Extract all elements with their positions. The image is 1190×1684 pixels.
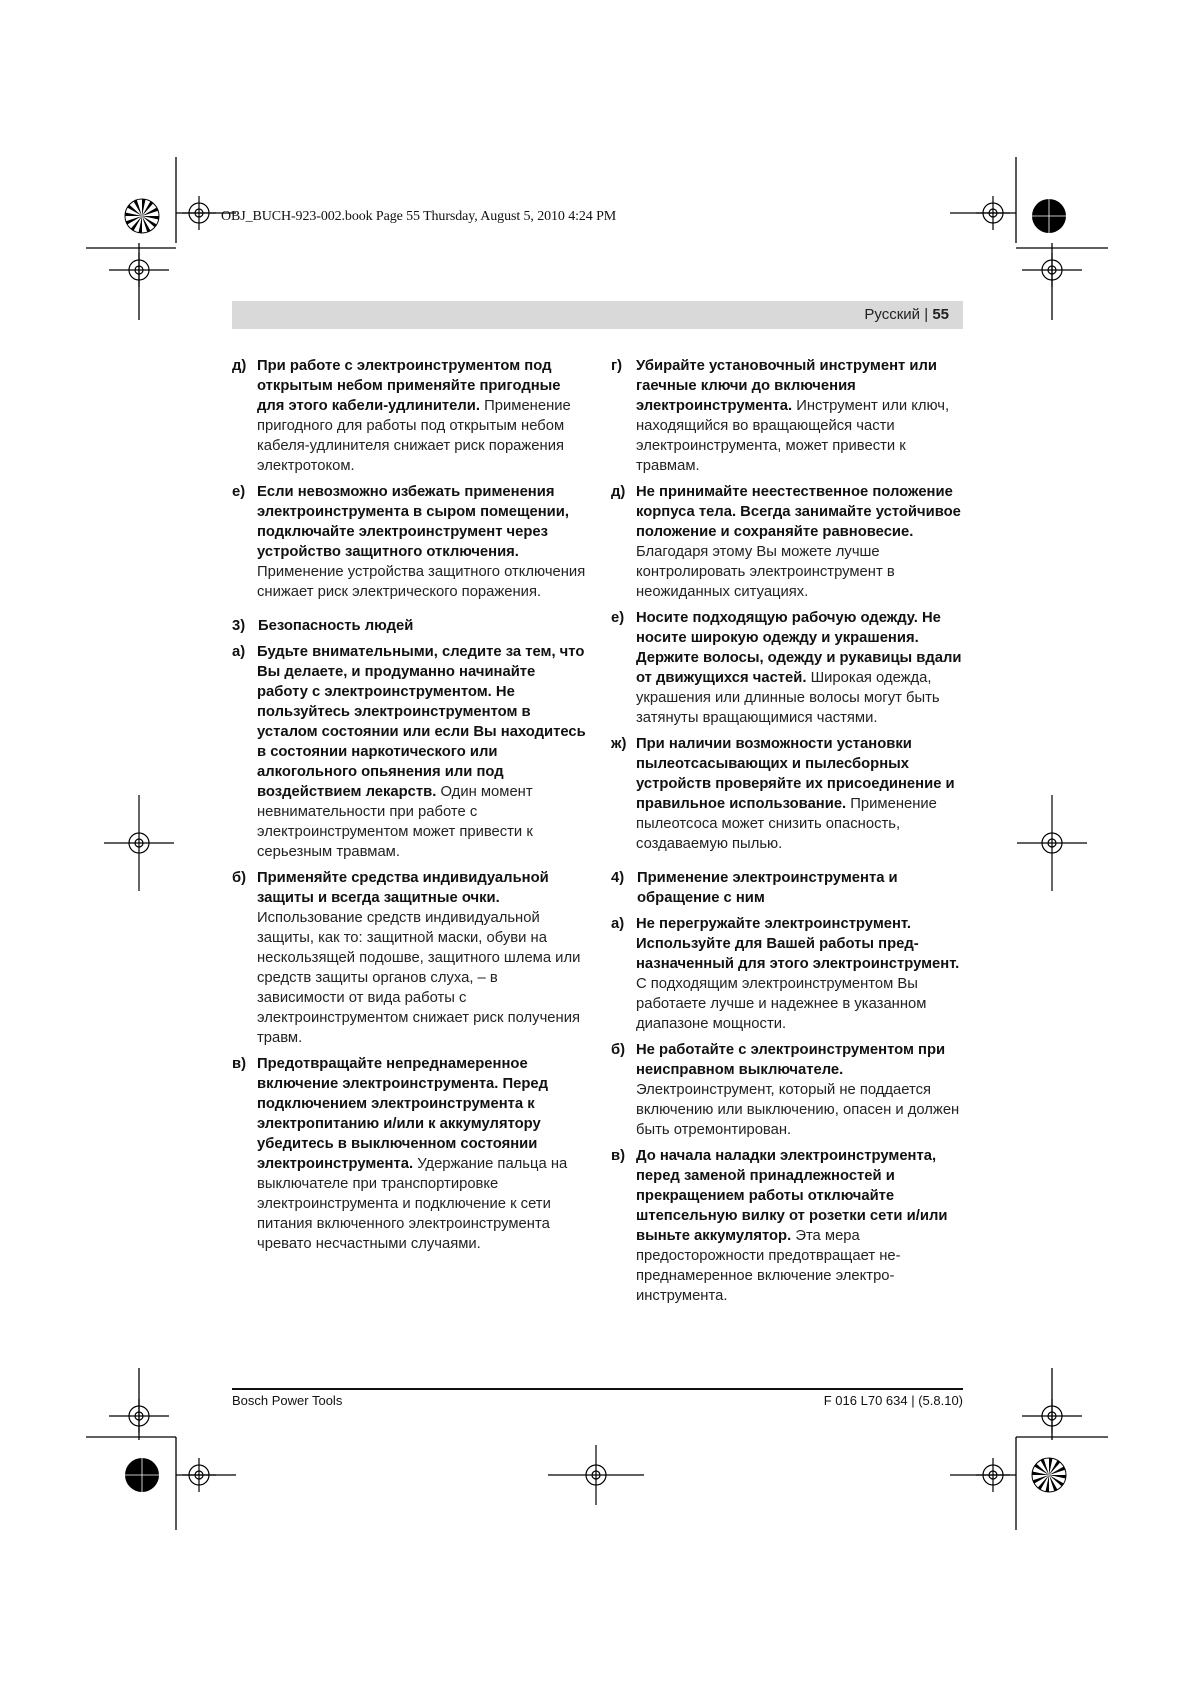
star-target <box>125 199 159 233</box>
item-explanation: Применение пылеотсоса может снизить опасность, создаваемую пылью. <box>636 796 937 852</box>
item-explanation: Эта мера предосторожности предотвращает непреднамеренное включение электроинструмента. <box>636 1228 901 1304</box>
registration-mark <box>109 253 169 287</box>
item-label: е) <box>232 484 246 500</box>
solid-target <box>125 1458 159 1492</box>
item-label: б) <box>232 870 247 886</box>
item-explanation: Инструмент или ключ, находящийся во вращающейся части электроинструмента, может привести к травмам. <box>636 398 950 474</box>
left-column <box>232 356 587 1260</box>
footer-rule <box>232 1388 963 1390</box>
item-instruction: Применяйте средства индивидуальной защиты и всегда защитные очки. <box>257 870 549 906</box>
registration-mark <box>182 1458 216 1492</box>
item-instruction: Если невозможно избежать применения электроинструмента в сыром помещении, подключайте электроинструмент через устройство защитного отключения. <box>257 484 569 560</box>
list-item <box>611 1040 967 1140</box>
item-instruction: При наличии возможности установки пылеотсасывающих и пылесборных устройств проверяйте их присоединение и правильное использование. <box>636 736 955 812</box>
list-item <box>232 642 587 862</box>
item-label: в) <box>611 1148 626 1164</box>
star-target <box>1032 1458 1066 1492</box>
list-item <box>611 356 967 476</box>
registration-mark <box>976 1458 1010 1492</box>
page-header <box>864 306 949 323</box>
item-label: д) <box>232 358 247 374</box>
registration-mark <box>548 1445 644 1505</box>
list-item <box>611 914 967 1034</box>
list-item <box>232 1054 587 1254</box>
item-instruction: Предотвращайте непреднамеренное включение электроинструмента. Перед подключением электроинструмента к электропитанию и/или к аккумулятору убедитесь в выключенном состоянии электроинструмента. <box>257 1056 549 1172</box>
item-explanation: Применение пригодного для работы под открытым небом кабеля-удлинителя снижает риск поражения электротоком. <box>257 398 571 474</box>
item-instruction: Убирайте установочный инструмент или гаечные ключи до включения электроинструмента. <box>636 358 937 414</box>
footer-code: F 016 L70 634 | (5.8.10) <box>823 1393 963 1408</box>
item-instruction: Не принимайте неестественное положение корпуса тела. Всегда занимайте устойчивое положение и сохраняйте равновесие. <box>636 484 961 540</box>
item-label: д) <box>611 484 626 500</box>
footer-brand: Bosch Power Tools <box>232 1393 343 1408</box>
item-label: в) <box>232 1056 247 1072</box>
item-label: а) <box>232 644 246 660</box>
right-column <box>611 356 967 1312</box>
item-instruction: Будьте внимательными, следите за тем, что Вы делаете, и продуманно начинайте работу с электроинструментом. Не пользуйтесь электроинструментом в усталом состоянии или если Вы находитесь в состоянии наркотического или алкогольного опьянения или под воздействием лекарств. <box>257 644 586 800</box>
item-instruction: Носите подходящую рабочую одежду. Не носите широкую одежду и украшения. Держите волосы, одежду и рукавицы вдали от движущихся частей. <box>636 610 962 686</box>
registration-mark <box>1022 253 1082 287</box>
item-explanation: Широкая одежда, украшения или длинные волосы могут быть затянуты вращающимися частями. <box>636 670 940 726</box>
registration-mark <box>109 1399 169 1433</box>
item-label: б) <box>611 1042 626 1058</box>
list-item <box>232 482 587 602</box>
item-instruction: До начала наладки электроинструмента, перед заменой принадлежностей и прекращением работы отключайте штепсельную вилку от розетки сети и/или выньте аккумулятор. <box>636 1148 948 1244</box>
registration-mark <box>976 196 1010 230</box>
item-label: е) <box>611 610 625 626</box>
item-explanation: Применение устройства защитного отключения снижает риск электрического поражения. <box>257 564 586 600</box>
section-heading <box>611 868 967 908</box>
item-explanation: Один момент невнимательности при работе с электроинструментом может привести к серьезным травмам. <box>257 784 533 860</box>
list-item <box>611 608 967 728</box>
item-instruction: При работе с электроинструментом под открытым небом применяйте пригодные для этого кабели-удлинители. <box>257 358 561 414</box>
item-label: ж) <box>611 736 627 752</box>
item-explanation: Благодаря этому Вы можете лучше контролировать электроинструмент в неожиданных ситуациях. <box>636 544 895 600</box>
section-number: 3) <box>232 618 246 634</box>
section-heading <box>232 616 587 636</box>
list-item <box>611 1146 967 1306</box>
item-instruction: Не работайте с электроинструментом при неисправном выключателе. <box>636 1042 946 1078</box>
registration-mark <box>1017 795 1087 891</box>
list-item <box>611 482 967 602</box>
list-item <box>232 868 587 1048</box>
list-item <box>611 734 967 854</box>
item-label: а) <box>611 916 625 932</box>
registration-mark <box>182 196 216 230</box>
section-title: Применение электроинструмента и обращение с ним <box>637 870 898 906</box>
item-label: г) <box>611 358 623 374</box>
solid-target <box>1032 199 1066 233</box>
list-item <box>232 356 587 476</box>
page-header-bar <box>232 301 963 329</box>
item-explanation: Электроинструмент, который не поддается включению или выключению, опасен и должен быть отремонтирован. <box>636 1082 960 1138</box>
item-explanation: Использование средств индивидуальной защиты, как то: защитной маски, обуви на нескользящей подошве, защитного шлема или средств защиты органов слуха, – в зависимости от вида работы с электроинструментом снижает риск получения травм. <box>257 910 581 1046</box>
language-label: Русский <box>864 306 921 323</box>
item-explanation: С подходящим электроинструментом Вы работаете лучше и надежнее в указанном диапазоне мощности. <box>636 976 927 1032</box>
item-instruction: Не перегружайте электроинструмент. Используйте для Вашей работы предназначенный для этого электроинструмент. <box>636 916 960 972</box>
registration-mark <box>1022 1399 1082 1433</box>
section-number: 4) <box>611 870 625 886</box>
header-separator: | <box>924 306 929 323</box>
item-explanation: Удержание пальца на выключателе при транспортировке электроинструмента и подключение к сети питания включенного электроинструмента чревато несчастными случаями. <box>257 1156 568 1252</box>
section-title: Безопасность людей <box>258 618 414 634</box>
page-number: 55 <box>932 306 949 323</box>
registration-mark <box>104 795 174 891</box>
print-slug: OBJ_BUCH-923-002.book Page 55 Thursday, August 5, 2010 4:24 PM <box>221 209 617 224</box>
